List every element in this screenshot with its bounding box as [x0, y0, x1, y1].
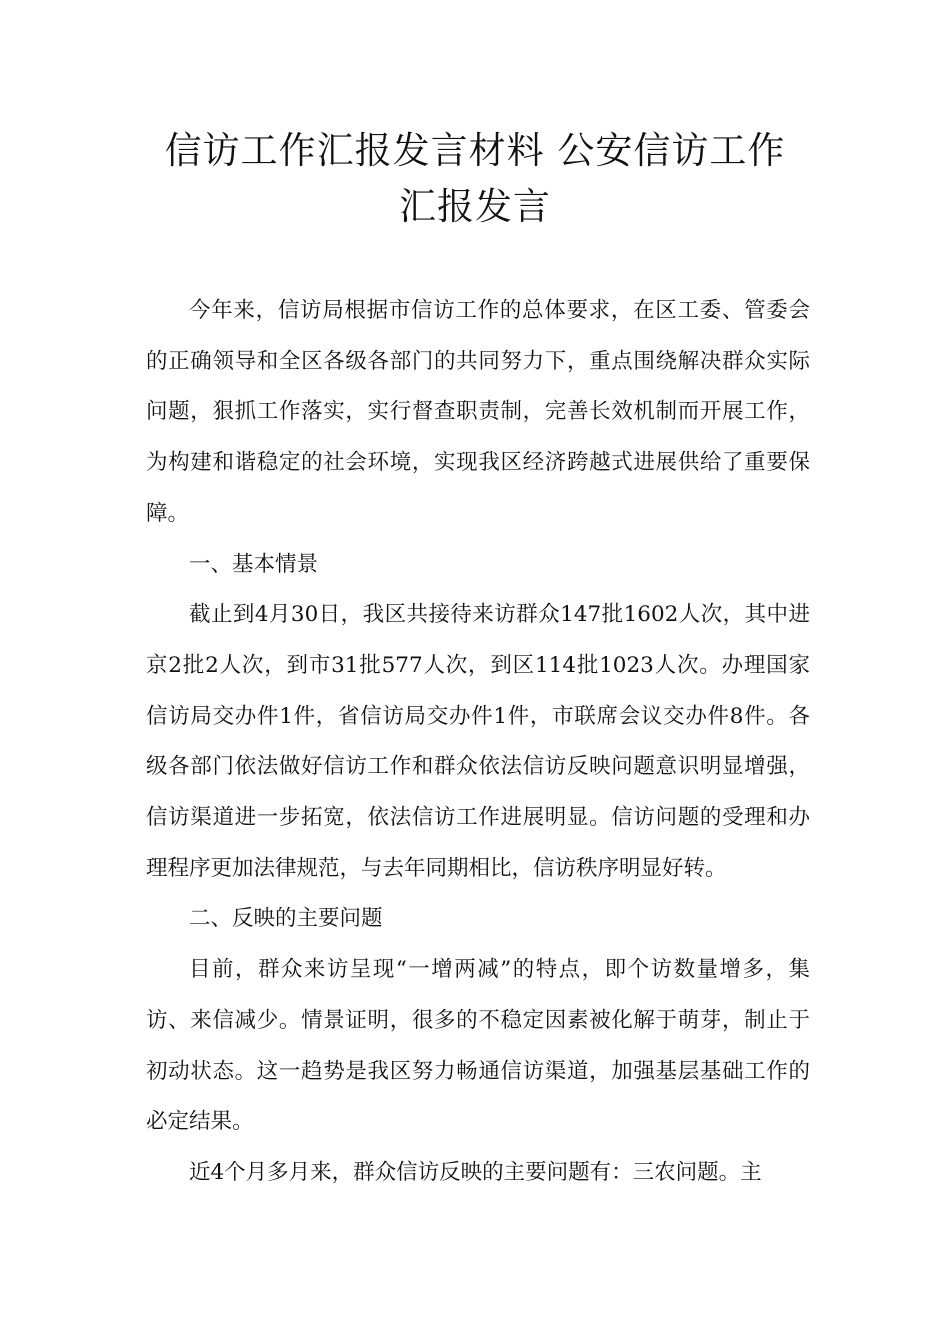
section-heading-main-issues: 二、反映的主要问题	[189, 906, 383, 932]
paragraph-issue-list: 近4个月多月来，群众信访反映的主要问题有：三农问题。主	[189, 1159, 762, 1185]
paragraph-basic-situation: 截止到4月30日，我区共接待来访群众147批1602人次，其中进京2批2人次，到市31批577人次，到区114批1023人次。办理国家信访局交办件1件，省信访局交办件1件，市联席会议交办件8件。各级各部门依法做好信访工作和群众依法信访反映问题意识明显增强，信访渠道进一步拓宽，依法信访工作进展明显。信访问题的受理和办理程序更加法律规范，与去年同期相比，信访秩序明显好转。	[146, 602, 810, 881]
document-title-line-2: 汇报发言	[399, 185, 551, 228]
section-heading-basic-situation: 一、基本情景	[189, 551, 319, 577]
paragraph-intro: 今年来，信访局根据市信访工作的总体要求，在区工委、管委会的正确领导和全区各级各部门的共同努力下，重点围绕解决群众实际问题，狠抓工作落实，实行督查职责制，完善长效机制而开展工作，为构建和谐稳定的社会环境，实现我区经济跨越式进展供给了重要保障。	[146, 298, 810, 526]
paragraph-main-issues: 目前，群众来访呈现“一增两减”的特点，即个访数量增多，集访、来信减少。情景证明，很多的不稳定因素被化解于萌芽，制止于初动状态。这一趋势是我区努力畅通信访渠道，加强基层基础工作的必定结果。	[146, 957, 810, 1135]
document-title-line-1: 信访工作汇报发言材料 公安信访工作	[164, 129, 786, 172]
document-body	[146, 286, 810, 1199]
